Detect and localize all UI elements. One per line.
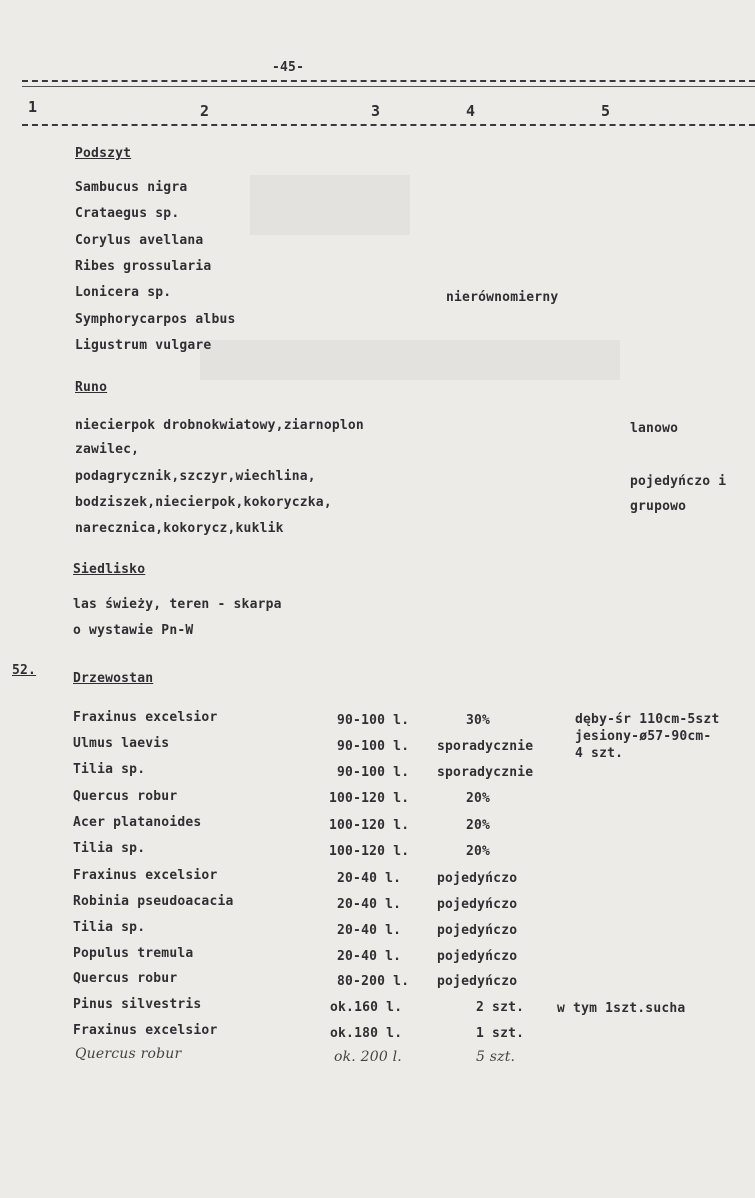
handwritten-age: ok. 200 l.: [334, 1049, 402, 1065]
tree-share: pojedyńczo: [437, 871, 518, 886]
section-heading-drzewostan: Drzewostan: [73, 671, 154, 686]
column-header-1: 1: [28, 98, 38, 116]
column-header-4: 4: [466, 102, 476, 120]
column-header-5: 5: [601, 102, 611, 120]
tree-age: 100-120 l.: [329, 791, 410, 806]
tree-share: pojedyńczo: [437, 923, 518, 938]
tree-share: 20%: [466, 844, 491, 859]
podszyt-species: Ligustrum vulgare: [75, 338, 212, 353]
tree-share: sporadycznie: [437, 739, 534, 754]
tree-note: w tym 1szt.sucha: [557, 1001, 686, 1016]
tree-age: 20-40 l.: [337, 871, 402, 886]
siedlisko-line: las świeży, teren - skarpa: [73, 597, 282, 612]
runo-form: lanowo: [630, 421, 679, 436]
tree-species: Quercus robur: [73, 789, 178, 804]
tree-share: pojedyńczo: [437, 897, 518, 912]
top-rule: [22, 80, 755, 82]
tree-age: 80-200 l.: [337, 974, 410, 989]
handwritten-species: Quercus robur: [75, 1046, 182, 1062]
section-heading-runo: Runo: [75, 380, 108, 395]
podszyt-species: Corylus avellana: [75, 233, 204, 248]
tree-share: 1 szt.: [476, 1026, 525, 1041]
podszyt-species: Sambucus nigra: [75, 180, 188, 195]
section-heading-siedlisko: Siedlisko: [73, 562, 146, 577]
tree-species: Quercus robur: [73, 971, 178, 986]
column-header-2: 2: [200, 102, 210, 120]
tree-species: Fraxinus excelsior: [73, 868, 218, 883]
tree-note: 4 szt.: [575, 746, 624, 761]
tree-share: 30%: [466, 713, 491, 728]
podszyt-distribution: nierównomierny: [446, 290, 559, 305]
tree-share: sporadycznie: [437, 765, 534, 780]
runo-form: pojedyńczo i: [630, 474, 727, 489]
tree-species: Tilia sp.: [73, 762, 146, 777]
tree-share: 2 szt.: [476, 1000, 525, 1015]
tree-note: dęby-śr 110cm-5szt: [575, 712, 720, 727]
runo-line: bodziszek,niecierpok,kokoryczka,: [75, 495, 332, 510]
runo-line: niecierpok drobnokwiatowy,ziarnoplon: [75, 418, 364, 433]
tree-age: 90-100 l.: [337, 765, 410, 780]
tree-share: 20%: [466, 818, 491, 833]
tree-age: 20-40 l.: [337, 897, 402, 912]
tree-species: Pinus silvestris: [73, 997, 202, 1012]
tree-species: Tilia sp.: [73, 841, 146, 856]
tree-note: jesiony-ø57-90cm-: [575, 729, 712, 744]
tree-species: Robinia pseudoacacia: [73, 894, 234, 909]
page-number: -45-: [272, 60, 305, 75]
tree-age: 100-120 l.: [329, 818, 410, 833]
bleed-through-mark: [200, 340, 620, 380]
runo-line: narecznica,kokorycz,kuklik: [75, 521, 284, 536]
runo-line: podagrycznik,szczyr,wiechlina,: [75, 469, 316, 484]
tree-age: ok.160 l.: [330, 1000, 403, 1015]
tree-age: 90-100 l.: [337, 739, 410, 754]
entry-number: 52.: [12, 663, 37, 678]
tree-species: Fraxinus excelsior: [73, 1023, 218, 1038]
column-header-3: 3: [371, 102, 381, 120]
top-rule-thin: [22, 86, 755, 87]
tree-share: pojedyńczo: [437, 949, 518, 964]
tree-age: ok.180 l.: [330, 1026, 403, 1041]
tree-species: Fraxinus excelsior: [73, 710, 218, 725]
handwritten-share: 5 szt.: [476, 1049, 516, 1065]
tree-share: 20%: [466, 791, 491, 806]
section-heading-podszyt: Podszyt: [75, 146, 132, 161]
tree-species: Populus tremula: [73, 946, 194, 961]
tree-species: Ulmus laevis: [73, 736, 170, 751]
tree-age: 90-100 l.: [337, 713, 410, 728]
tree-age: 20-40 l.: [337, 923, 402, 938]
runo-line: zawilec,: [75, 442, 140, 457]
siedlisko-line: o wystawie Pn-W: [73, 623, 194, 638]
tree-age: 100-120 l.: [329, 844, 410, 859]
podszyt-species: Crataegus sp.: [75, 206, 180, 221]
tree-age: 20-40 l.: [337, 949, 402, 964]
tree-species: Tilia sp.: [73, 920, 146, 935]
podszyt-species: Symphorycarpos albus: [75, 312, 236, 327]
runo-form: grupowo: [630, 499, 687, 514]
podszyt-species: Lonicera sp.: [75, 285, 172, 300]
header-rule: [22, 124, 755, 126]
bleed-through-mark: [250, 175, 410, 235]
podszyt-species: Ribes grossularia: [75, 259, 212, 274]
tree-species: Acer platanoides: [73, 815, 202, 830]
tree-share: pojedyńczo: [437, 974, 518, 989]
